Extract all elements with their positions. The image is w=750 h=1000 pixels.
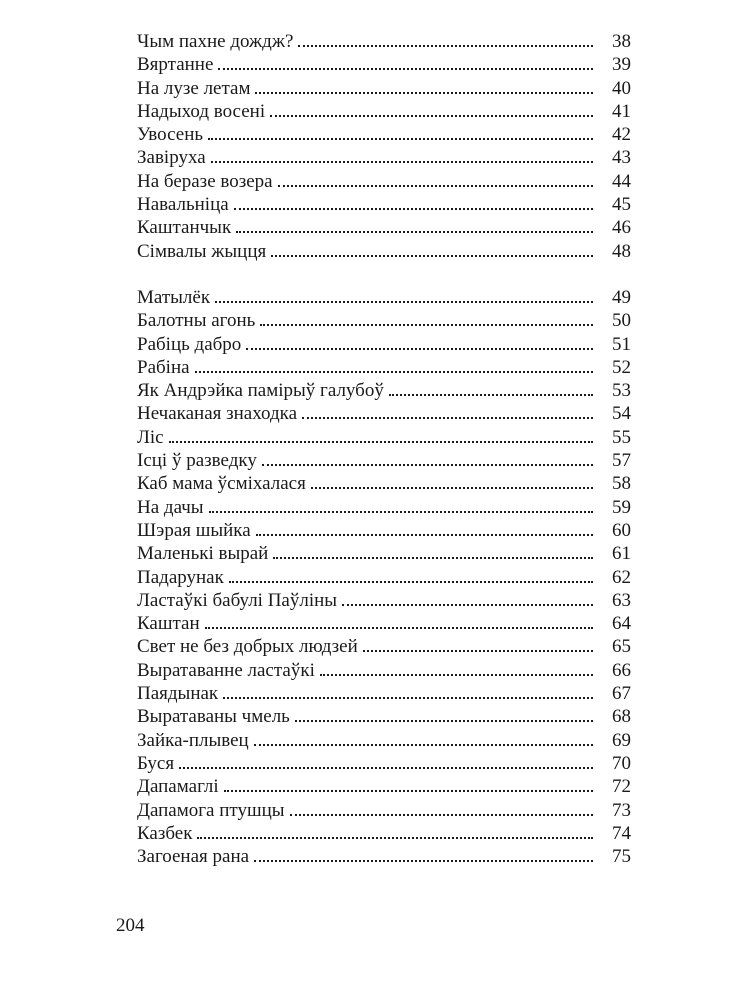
toc-entry	[137, 752, 631, 775]
toc-entry-page: 45	[612, 194, 631, 216]
toc-entry	[137, 333, 631, 356]
toc-dot-leader	[215, 299, 593, 303]
toc-entry-title: Выратаваны чмель	[137, 706, 290, 728]
toc-entry-title: Маленькі вырай	[137, 543, 269, 565]
toc-entry	[137, 799, 631, 822]
toc-entry-title: Рабіць дабро	[137, 333, 242, 355]
toc-entry-page: 61	[612, 543, 631, 565]
toc-dot-leader	[205, 625, 593, 629]
toc-entry-page: 50	[612, 310, 631, 332]
toc-entry-title: Падарунак	[137, 566, 224, 588]
toc-entry-page: 46	[612, 217, 631, 239]
toc-entry-title: Матылёк	[137, 286, 211, 308]
toc-entry-title: Загоеная рана	[137, 846, 250, 868]
toc-entry	[137, 53, 631, 76]
toc-entry	[137, 822, 631, 845]
toc-entry-title: Чым пахне дождж?	[137, 31, 294, 52]
toc-dot-leader	[234, 206, 593, 210]
toc-entry	[137, 146, 631, 169]
toc-entry-title: Буся	[137, 752, 175, 774]
toc-entry-page: 49	[612, 286, 631, 308]
toc-dot-leader	[278, 183, 593, 187]
toc-dot-leader	[208, 136, 593, 140]
toc-dot-leader	[211, 159, 593, 163]
toc-dot-leader	[311, 485, 593, 489]
toc-dot-leader	[246, 346, 593, 350]
toc-dot-leader	[255, 90, 593, 94]
toc-dot-leader	[224, 788, 593, 792]
toc-entry-title: Нечаканая знаходка	[137, 403, 298, 425]
toc-entry-page: 64	[612, 613, 631, 635]
toc-entry	[137, 100, 631, 123]
toc-entry-title: На дачы	[137, 496, 204, 518]
toc-group	[137, 30, 631, 263]
toc-dot-leader	[295, 718, 593, 722]
page-number: 204	[116, 915, 145, 936]
toc-dot-leader	[389, 392, 593, 396]
toc-entry-page: 59	[612, 496, 631, 518]
toc-entry-page: 66	[612, 659, 631, 681]
toc-entry	[137, 77, 631, 100]
toc-dot-leader	[218, 66, 593, 70]
toc-entry	[137, 845, 631, 868]
toc-entry-page: 51	[612, 333, 631, 355]
toc-entry-title: Паядынак	[137, 683, 219, 705]
toc-dot-leader	[273, 555, 593, 559]
toc-entry-page: 70	[612, 752, 631, 774]
toc-dot-leader	[197, 835, 593, 839]
toc-entry	[137, 566, 631, 589]
toc-dot-leader	[209, 509, 593, 513]
toc-entry-title: Вяртанне	[137, 54, 214, 76]
toc-entry-title: Выратаванне ластаўкі	[137, 659, 315, 681]
toc-dot-leader	[270, 113, 593, 117]
toc-entry-title: Рабіна	[137, 356, 190, 378]
toc-dot-leader	[271, 253, 593, 257]
toc-dot-leader	[320, 672, 593, 676]
toc-entry-title: Ісці ў разведку	[137, 450, 257, 472]
toc-entry-title: Ластаўкі бабулі Паўліны	[137, 589, 338, 611]
toc-dot-leader	[223, 695, 593, 699]
toc-entry	[137, 309, 631, 332]
toc-entry-page: 62	[612, 566, 631, 588]
toc-entry-title: Завіруха	[137, 147, 206, 169]
toc-entry	[137, 170, 631, 193]
toc-dot-leader	[342, 602, 593, 606]
toc-group	[137, 286, 631, 868]
toc-entry-page: 58	[612, 473, 631, 495]
toc-entry-title: Навальніца	[137, 194, 229, 216]
toc-entry-page: 72	[612, 776, 631, 798]
toc-entry	[137, 449, 631, 472]
toc-entry-page: 63	[612, 589, 631, 611]
toc-entry-title: Зайка-плывец	[137, 729, 249, 751]
toc-entry	[137, 402, 631, 425]
toc-entry	[137, 426, 631, 449]
toc-entry-title: На лузе летам	[137, 77, 251, 99]
toc-entry-page: 43	[612, 147, 631, 169]
toc-entry	[137, 286, 631, 309]
toc-entry-page: 40	[612, 77, 631, 99]
toc-entry-page: 53	[612, 380, 631, 402]
toc-entry	[137, 682, 631, 705]
toc-entry	[137, 216, 631, 239]
toc-entry-page: 39	[612, 54, 631, 76]
toc-entry-page: 42	[612, 124, 631, 146]
toc-entry-page: 68	[612, 706, 631, 728]
toc-entry-title: Увосень	[137, 124, 204, 146]
toc-dot-leader	[254, 742, 593, 746]
toc-entry	[137, 193, 631, 216]
toc-dot-leader	[229, 579, 593, 583]
toc-entry	[137, 705, 631, 728]
toc-entry-title: Надыход восені	[137, 100, 266, 122]
table-of-contents	[137, 30, 631, 868]
toc-dot-leader	[260, 322, 593, 326]
toc-entry	[137, 612, 631, 635]
toc-dot-leader	[290, 812, 593, 816]
toc-entry-page: 48	[612, 240, 631, 262]
toc-dot-leader	[256, 532, 593, 536]
toc-entry-title: Каб мама ўсміхалася	[137, 473, 306, 495]
toc-entry	[137, 589, 631, 612]
toc-entry-title: Дапамога птушцы	[137, 799, 285, 821]
toc-entry-page: 60	[612, 519, 631, 541]
toc-entry-title: Дапамаглі	[137, 776, 219, 798]
toc-entry-page: 52	[612, 356, 631, 378]
toc-entry-page: 44	[612, 170, 631, 192]
toc-entry-page: 54	[612, 403, 631, 425]
toc-entry-page: 41	[612, 100, 631, 122]
toc-entry-title: Як Андрэйка памірыў галубоў	[137, 380, 384, 402]
toc-entry-page: 74	[612, 822, 631, 844]
toc-entry	[137, 379, 631, 402]
toc-entry-page: 57	[612, 450, 631, 472]
toc-entry	[137, 356, 631, 379]
toc-entry-page: 67	[612, 683, 631, 705]
toc-entry	[137, 659, 631, 682]
toc-dot-leader	[195, 369, 593, 373]
toc-entry-title: Каштан	[137, 613, 200, 635]
toc-entry-title: Сімвалы жыцця	[137, 240, 267, 262]
toc-dot-leader	[236, 229, 593, 233]
toc-entry	[137, 775, 631, 798]
toc-entry-page: 65	[612, 636, 631, 658]
toc-entry-title: Казбек	[137, 822, 193, 844]
toc-entry-page: 75	[612, 846, 631, 868]
toc-entry-page: 73	[612, 799, 631, 821]
toc-dot-leader	[298, 43, 593, 47]
toc-dot-leader	[254, 858, 593, 862]
toc-entry-title: На беразе возера	[137, 170, 273, 192]
toc-entry-page: 69	[612, 729, 631, 751]
toc-entry-title: Ліс	[137, 426, 164, 448]
toc-entry	[137, 519, 631, 542]
toc-entry	[137, 542, 631, 565]
toc-dot-leader	[169, 439, 593, 443]
toc-dot-leader	[179, 765, 593, 769]
toc-dot-leader	[302, 415, 593, 419]
toc-entry	[137, 123, 631, 146]
toc-entry	[137, 496, 631, 519]
toc-entry-page: 38	[612, 31, 631, 52]
toc-dot-leader	[262, 462, 593, 466]
toc-entry-title: Свет не без добрых людзей	[137, 636, 358, 658]
toc-entry-page: 55	[612, 426, 631, 448]
toc-entry	[137, 30, 631, 53]
toc-dot-leader	[363, 648, 593, 652]
toc-entry	[137, 472, 631, 495]
toc-entry-title: Балотны агонь	[137, 310, 256, 332]
toc-entry-title: Шэрая шыйка	[137, 519, 251, 541]
toc-entry	[137, 240, 631, 263]
toc-entry-title: Каштанчык	[137, 217, 232, 239]
toc-entry	[137, 635, 631, 658]
toc-entry	[137, 729, 631, 752]
